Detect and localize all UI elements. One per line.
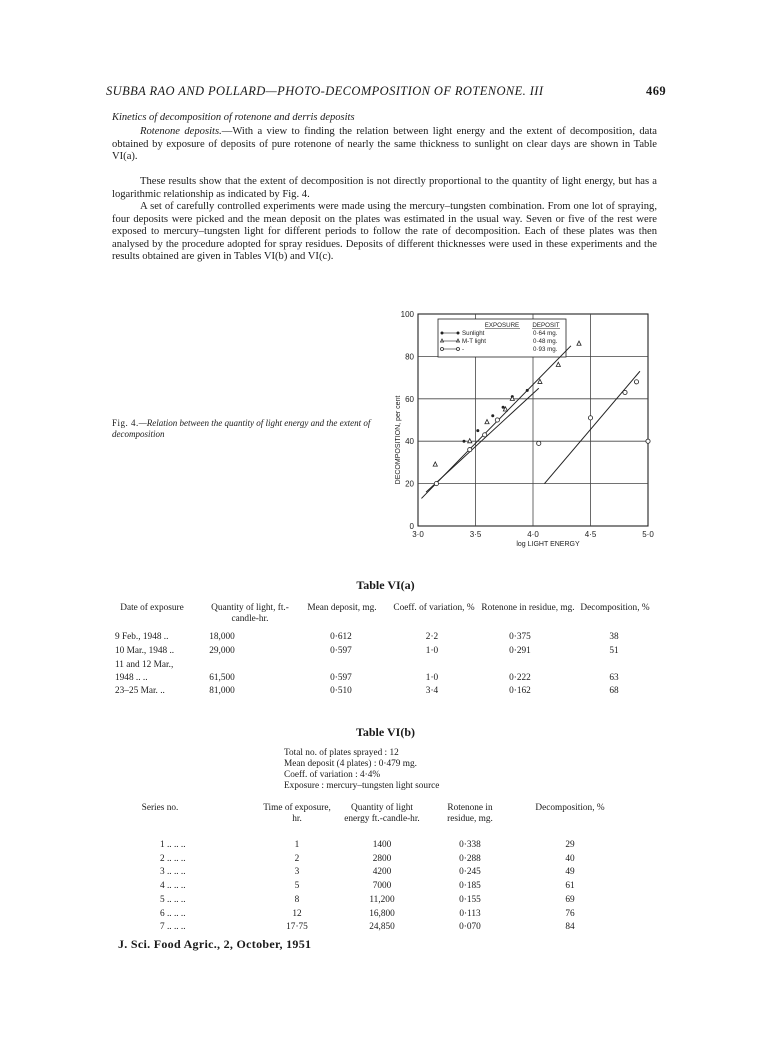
x-tick-label: 3·5 (469, 530, 482, 539)
table-a-cell: 18,000 (209, 632, 235, 642)
legend-deposit: 0·93 mg. (533, 346, 558, 353)
data-point (537, 441, 541, 445)
table-b-cell: 0·338 (459, 840, 481, 850)
figure-label: Fig. 4. (112, 418, 139, 428)
x-tick-label: 4·0 (527, 530, 539, 539)
table-b-cell: 1400 (372, 840, 392, 850)
table-a-cell: 3·4 (425, 686, 439, 696)
paragraph-rotenone-deposits (112, 126, 657, 164)
y-tick-label: 0 (409, 522, 414, 531)
header-title: SUBBA RAO AND POLLARD—PHOTO-DECOMPOSITION OF ROTENONE. III (106, 84, 544, 98)
table-a-cell: 1·0 (425, 646, 439, 656)
table-b-cell: 5 .. .. .. (160, 894, 186, 905)
table-b-cell: 49 (565, 867, 575, 878)
decomposition-chart (390, 306, 660, 551)
table-a-header: Decomposition, % (580, 603, 650, 613)
table-b-info (284, 748, 439, 792)
table-b-cell: 6 .. .. .. (160, 908, 186, 919)
table-b-cell: 2 .. .. .. (160, 853, 186, 864)
table-a-title: Table VI(a) (356, 578, 415, 592)
table-a-cell: 61,500 (209, 673, 235, 683)
legend-header: EXPOSURE (484, 322, 520, 329)
table-b-cell: 0·185 (459, 881, 481, 892)
data-point (556, 362, 560, 366)
table-b-cell: 2800 (372, 853, 392, 864)
table-a-cell: 29,000 (209, 646, 235, 656)
x-tick-label: 3·0 (412, 530, 424, 539)
y-tick-label: 100 (400, 310, 414, 319)
table-a-cell: 0·291 (509, 646, 531, 656)
table-b-cell: 84 (565, 922, 575, 933)
data-point (491, 414, 494, 417)
table-a-cell: 1948 .. .. (115, 673, 148, 683)
table-a-cell: 38 (609, 632, 619, 642)
info-line: Exposure : mercury–tungsten light source (284, 781, 440, 791)
legend-series-name: M-T light (462, 338, 486, 345)
y-tick-label: 20 (405, 479, 414, 489)
x-tick-label: 5·0 (642, 530, 654, 539)
table-b-cell: 24,850 (369, 922, 395, 933)
table-b-header: Rotenone in residue, mg. (447, 803, 493, 824)
table-b-cell: 76 (565, 908, 575, 919)
table-a-cell: 2·2 (425, 632, 439, 642)
table-b-header: Time of exposure, hr. (263, 803, 331, 824)
paragraph-lead: Rotenone deposits. (140, 126, 222, 137)
y-tick-label: 60 (405, 394, 414, 404)
data-point (434, 482, 438, 486)
table-a-header: Date of exposure (120, 603, 184, 613)
section-title: Kinetics of decomposition of rotenone and derris deposits (112, 112, 355, 123)
table-a-cell: 0·510 (330, 686, 352, 696)
table-a-cell: 0·222 (509, 673, 531, 683)
table-a-cell: 11 and 12 Mar., (115, 660, 174, 670)
data-point (634, 380, 638, 384)
legend-series-name: - (462, 346, 465, 353)
table-a-cell: 0·597 (330, 673, 352, 683)
data-point (476, 429, 479, 432)
data-point (468, 448, 472, 452)
table-a-cell: 23–25 Mar. .. (115, 686, 165, 696)
table-b-cell: 61 (565, 881, 575, 892)
table-a-cell: 9 Feb., 1948 .. (115, 632, 169, 642)
table-b-cell: 29 (565, 840, 575, 850)
table-b-cell: 3 (294, 867, 300, 878)
table-b-cell: 16,800 (369, 908, 395, 919)
table-b-cell: 11,200 (369, 894, 395, 905)
table-b-header: Quantity of light energy ft.-candle-hr. (344, 803, 420, 824)
legend-header: DEPOSIT (532, 322, 560, 329)
data-point (468, 439, 472, 443)
data-point (483, 433, 487, 437)
table-b-cell: 12 (292, 908, 302, 919)
table-b-cell: 7000 (372, 881, 392, 892)
table-b-cell: 40 (565, 853, 575, 864)
table-b-cell: 0·113 (459, 908, 481, 919)
y-tick-label: 80 (405, 352, 414, 362)
table-a-header: Rotenone in residue, mg. (481, 603, 575, 613)
table-b-cell: 1 (294, 840, 300, 850)
legend-marker (457, 332, 460, 335)
table-a-cell: 0·597 (330, 646, 352, 656)
info-line: Coeff. of variation : 4·4% (284, 770, 381, 780)
table-a-header: Quantity of light, ft.-candle-hr. (211, 603, 289, 624)
table-b-cell: 0·245 (459, 867, 481, 878)
table-b-cell: 17·75 (286, 922, 308, 933)
table-b-cell: 5 (294, 881, 300, 892)
legend-marker (441, 348, 444, 351)
figure-caption (112, 418, 392, 440)
table-a-cell: 0·375 (509, 632, 531, 642)
table-a-cell: 1·0 (425, 673, 439, 683)
table-a-header: Coeff. of variation, % (393, 603, 475, 613)
table-b-cell: 4 .. .. .. (160, 881, 186, 892)
table-a-cell: 0·612 (330, 632, 352, 642)
data-point (463, 440, 466, 443)
info-line: Mean deposit (4 plates) : 0·479 mg. (284, 759, 417, 769)
table-b-cell: 7 .. .. .. (160, 922, 186, 933)
table-b-cell: 0·070 (459, 922, 481, 933)
paragraph-controlled-experiments: A set of carefully controlled experiments were made using the mercury–tungsten combination. From one lot of spraying, four deposits were picked and the mean deposit on the plates was estimated in the usual way. Seven or five of the rest were exposed to mercury–tungsten light for different periods to follow the rate of decomposition. Each of these plates was then analysed by the procedure adopted for spray residues. Deposits of different thicknesses were used in these experiments and the results obtained are given in Tables VI(b) and VI(c). (112, 201, 657, 262)
legend-series-name: Sunlight (462, 330, 485, 337)
table-a-header: Mean deposit, mg. (307, 603, 377, 613)
x-axis-label: log LIGHT ENERGY (516, 541, 580, 548)
data-point (485, 420, 489, 424)
table-b-header: Decomposition, % (535, 803, 605, 813)
table-a-cell: 63 (609, 673, 619, 683)
table-b-cell: 0·155 (459, 894, 481, 905)
journal-footer: J. Sci. Food Agric., 2, October, 1951 (118, 937, 312, 951)
data-point (538, 379, 542, 383)
paragraph-body: —With a view to finding the relation between light energy and the extent of decomposition, data obtained by exposure of deposits of pure rotenone of nearly the same thickness to sunlight on clear days are shown in Table VI(a). (112, 126, 657, 162)
fit-line (545, 371, 640, 483)
table-a-cell: 51 (609, 646, 619, 656)
table-a-cell: 0·162 (509, 686, 531, 696)
table-a-cell: 10 Mar., 1948 .. (115, 646, 175, 656)
y-axis-label: DECOMPOSITION, per cent (395, 395, 402, 485)
legend-marker (457, 348, 460, 351)
table-b-title: Table VI(b) (355, 725, 416, 739)
y-tick-label: 40 (405, 437, 414, 447)
figure-caption-text: —Relation between the quantity of light energy and the extent of decomposition (112, 418, 371, 439)
data-point (433, 462, 437, 466)
table-b-cell: 3 .. .. .. (160, 867, 186, 878)
data-point (588, 416, 592, 420)
data-point (502, 406, 505, 409)
data-point (646, 439, 650, 443)
table-b-cell: 4200 (372, 867, 392, 878)
paragraph-logarithmic: These results show that the extent of decomposition is not directly proportional to the quantity of light energy, but has a logarithmic relationship as indicated by Fig. 4. (112, 176, 657, 200)
page-number: 469 (646, 84, 666, 98)
table-b-cell: 1 .. .. .. (160, 840, 186, 850)
table-a-cell: 81,000 (209, 686, 235, 696)
legend-marker (441, 332, 444, 335)
legend-deposit: 0·48 mg. (533, 338, 558, 345)
data-point (623, 390, 627, 394)
running-header (106, 84, 666, 99)
table-b-cell: 69 (565, 894, 575, 905)
table-a-cell: 68 (609, 686, 619, 696)
data-point (577, 341, 581, 345)
legend-deposit: 0·64 mg. (533, 330, 558, 337)
table-b-cell: 2 (294, 853, 300, 864)
table-b-cell: 8 (294, 894, 300, 905)
info-line: Total no. of plates sprayed : 12 (284, 748, 399, 758)
x-tick-label: 4·5 (584, 530, 597, 539)
table-b-cell: 0·288 (459, 853, 481, 864)
table-b-header: Series no. (141, 803, 179, 813)
data-point (495, 418, 499, 422)
